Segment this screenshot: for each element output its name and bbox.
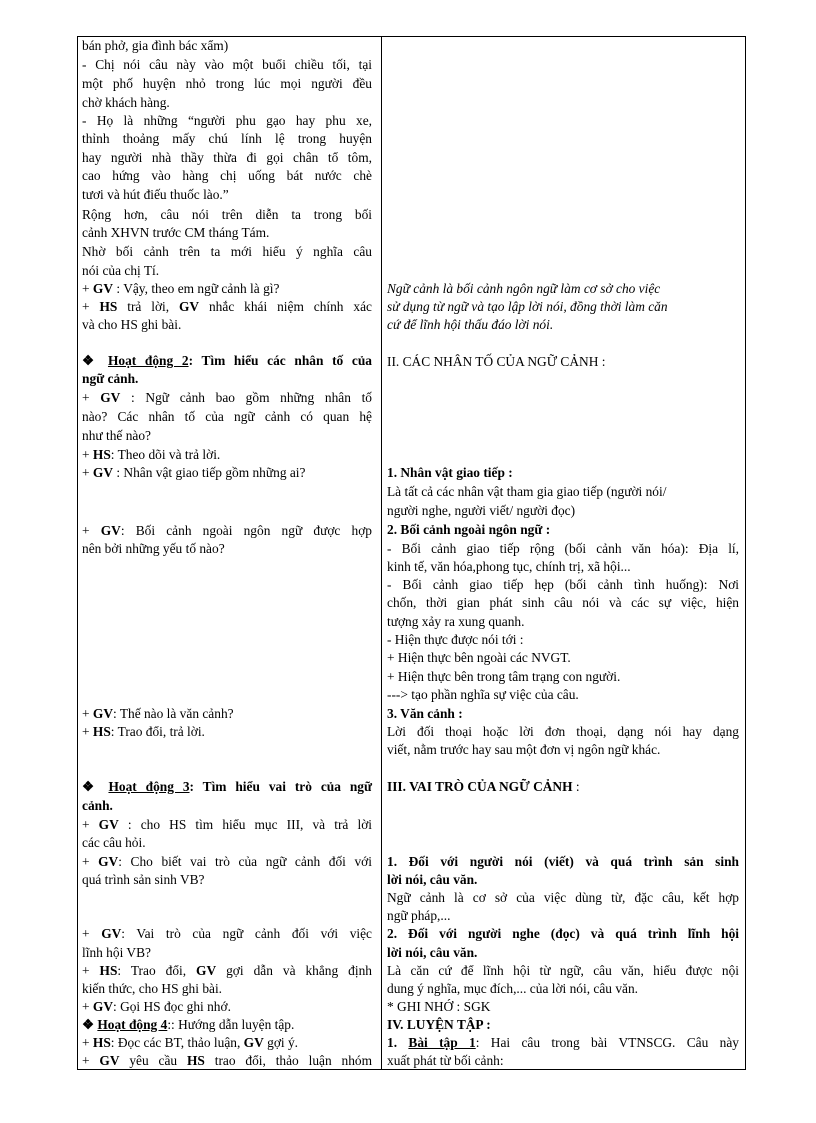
hs-answer: + HS: Trao đổi, trả lời. xyxy=(82,724,205,739)
intro-line: - Chị nói câu này vào một buổi chiều tối, tại xyxy=(82,57,372,72)
section-2-heading: II. CÁC NHÂN TỐ CỦA NGỮ CẢNH : xyxy=(387,354,606,369)
gv-question: + GV: Bối cảnh ngoài ngôn ngữ được hợp xyxy=(82,523,372,538)
hs-answer: + HS trả lời, GV nhắc khái niệm chính xác xyxy=(82,299,372,314)
definition-line: cứ để lĩnh hội thấu đáo lời nói. xyxy=(387,317,554,332)
intro-line: thỉnh thoảng mấy chú lính lệ trong huyện xyxy=(82,131,372,146)
intro-line: nói của chị Tí. xyxy=(82,263,160,278)
definition-line: sử dụng từ ngữ và tạo lập lời nói, đồng thời làm căn xyxy=(387,299,668,314)
definition-line: Ngữ cảnh là bối cảnh ngôn ngữ làm cơ sở cho việc xyxy=(387,281,661,296)
role-2-heading: 2. Đối với người nghe (đọc) và quá trình lĩnh hội xyxy=(387,926,739,941)
hs-answer: + HS: Trao đổi, GV gợi dẫn và khẳng định xyxy=(82,963,372,978)
gv-question: + GV: Cho biết vai trò của ngữ cảnh đối với xyxy=(82,854,372,869)
subsection-2-text: - Bối cảnh giao tiếp hẹp (bối cảnh tình huống): Nơi xyxy=(387,577,739,592)
section-3-heading: III. VAI TRÒ CỦA NGỮ CẢNH : xyxy=(387,779,580,794)
gv-question: + GV yêu cầu HS trao đổi, thảo luận nhóm xyxy=(82,1053,372,1068)
intro-line: tươi và hút điếu thuốc lào.” xyxy=(82,187,229,202)
subsection-2-text: + Hiện thực bên trong tâm trạng con người. xyxy=(387,669,621,684)
subsection-2-text: - Hiện thực được nói tới : xyxy=(387,632,524,647)
subsection-2-heading: 2. Bối cảnh ngoài ngôn ngữ : xyxy=(387,522,551,537)
subsection-1-heading: 1. Nhân vật giao tiếp : xyxy=(387,465,513,480)
gv-question: như thế nào? xyxy=(82,428,151,443)
gv-question: lĩnh hội VB? xyxy=(82,945,151,960)
subsection-3-text: Lời đối thoại hoặc lời đơn thoại, dạng nói hay dạng xyxy=(387,724,739,739)
subsection-3-heading: 3. Văn cảnh : xyxy=(387,706,463,721)
gv-question: + GV : cho HS tìm hiểu mục III, và trả lời xyxy=(82,817,372,832)
activity-3-heading-cont: cảnh. xyxy=(82,798,113,813)
memo-note: * GHI NHỚ : SGK xyxy=(387,999,491,1014)
section-4-heading: IV. LUYỆN TẬP : xyxy=(387,1017,491,1032)
intro-line: Rộng hơn, câu nói trên diễn ta trong bối xyxy=(82,207,372,222)
intro-line: Nhờ bối cảnh trên ta mới hiểu ý nghĩa câu xyxy=(82,244,372,259)
activity-2-heading: ❖ Hoạt động 2: Tìm hiểu các nhân tố của xyxy=(82,353,372,368)
subsection-2-text: kinh tế, văn hóa,phong tục, chính trị, xã hội... xyxy=(387,559,631,574)
hs-answer: + HS: Theo dõi và trả lời. xyxy=(82,447,221,462)
gv-question: + GV : Nhân vật giao tiếp gồm những ai? xyxy=(82,465,306,480)
activity-4-heading: ❖ Hoạt động 4:: Hướng dẫn luyện tập. xyxy=(82,1017,295,1032)
hs-answer: và cho HS ghi bài. xyxy=(82,317,182,332)
gv-question: + GV : Ngữ cảnh bao gồm những nhân tố xyxy=(82,390,372,405)
hs-answer: kiến thức, cho HS ghi bài. xyxy=(82,981,223,996)
role-2-text: dung ý nghĩa, mục đích,... của lời nói, câu văn. xyxy=(387,981,639,996)
gv-question: + GV : Vậy, theo em ngữ cảnh là gì? xyxy=(82,281,280,296)
intro-line: chờ khách hàng. xyxy=(82,95,170,110)
subsection-1-text: Là tất cả các nhân vật tham gia giao tiếp (người nói/ xyxy=(387,484,667,499)
role-1-text: ngữ pháp,... xyxy=(387,908,451,923)
subsection-2-text: - Bối cảnh giao tiếp rộng (bối cảnh văn hóa): Địa lí, xyxy=(387,541,739,556)
role-2-heading: lời nói, câu văn. xyxy=(387,945,478,960)
intro-line: cảnh XHVN trước CM tháng Tám. xyxy=(82,225,270,240)
lesson-table xyxy=(77,36,746,1070)
intro-line: một phố huyện nhỏ trong lúc mọi người đều xyxy=(82,76,372,91)
gv-question: nên bởi những yếu tố nào? xyxy=(82,541,225,556)
activity-2-heading-cont: ngữ cảnh. xyxy=(82,371,139,386)
gv-question: quá trình sản sinh VB? xyxy=(82,872,205,887)
gv-question: + GV: Vai trò của ngữ cảnh đối với việc xyxy=(82,926,373,941)
intro-line: bán phở, gia đình bác xẩm) xyxy=(82,38,229,53)
gv-question: + GV: Thế nào là văn cảnh? xyxy=(82,706,234,721)
intro-line: - Họ là những “người phu gạo hay phu xe, xyxy=(82,113,372,128)
subsection-2-text: + Hiện thực bên ngoài các NVGT. xyxy=(387,650,571,665)
activity-3-heading: ❖ Hoạt động 3: Tìm hiểu vai trò của ngữ xyxy=(82,779,372,794)
role-2-text: Là căn cứ để lĩnh hội từ ngữ, câu văn, hiểu được nội xyxy=(387,963,739,978)
subsection-2-text: chốn, thời gian phát sinh câu nói và các sự việc, hiện xyxy=(387,595,739,610)
subsection-2-text: tượng xảy ra xung quanh. xyxy=(387,614,525,629)
gv-question: + GV: Gọi HS đọc ghi nhớ. xyxy=(82,999,231,1014)
subsection-2-text: ---> tạo phần nghĩa sự việc của câu. xyxy=(387,687,579,702)
role-1-text: Ngữ cảnh là cơ sở của việc dùng từ, đặc câu, kết hợp xyxy=(387,890,739,905)
intro-line: hay người nhà thầy thừa đi gọi chân tổ tôm, xyxy=(82,150,372,165)
subsection-1-text: người nghe, người viết/ người đọc) xyxy=(387,503,576,518)
intro-line: cao hứng vào hàng chị uống bát nước chè xyxy=(82,168,372,183)
gv-question: các câu hỏi. xyxy=(82,835,146,850)
subsection-3-text: viết, nằm trước hay sau một đơn vị ngôn ngữ khác. xyxy=(387,742,661,757)
exercise-1: 1. Bài tập 1: Hai câu trong bài VTNSCG. Câu này xyxy=(387,1035,739,1050)
gv-question: nào? Các nhân tố của ngữ cảnh có quan hệ xyxy=(82,409,372,424)
column-divider xyxy=(381,37,382,1069)
role-1-heading: lời nói, câu văn. xyxy=(387,872,478,887)
role-1-heading: 1. Đối với người nói (viết) và quá trình sản sinh xyxy=(387,854,739,869)
hs-answer: + HS: Đọc các BT, thảo luận, GV gợi ý. xyxy=(82,1035,299,1050)
exercise-1-cont: xuất phát từ bối cảnh: xyxy=(387,1053,504,1068)
